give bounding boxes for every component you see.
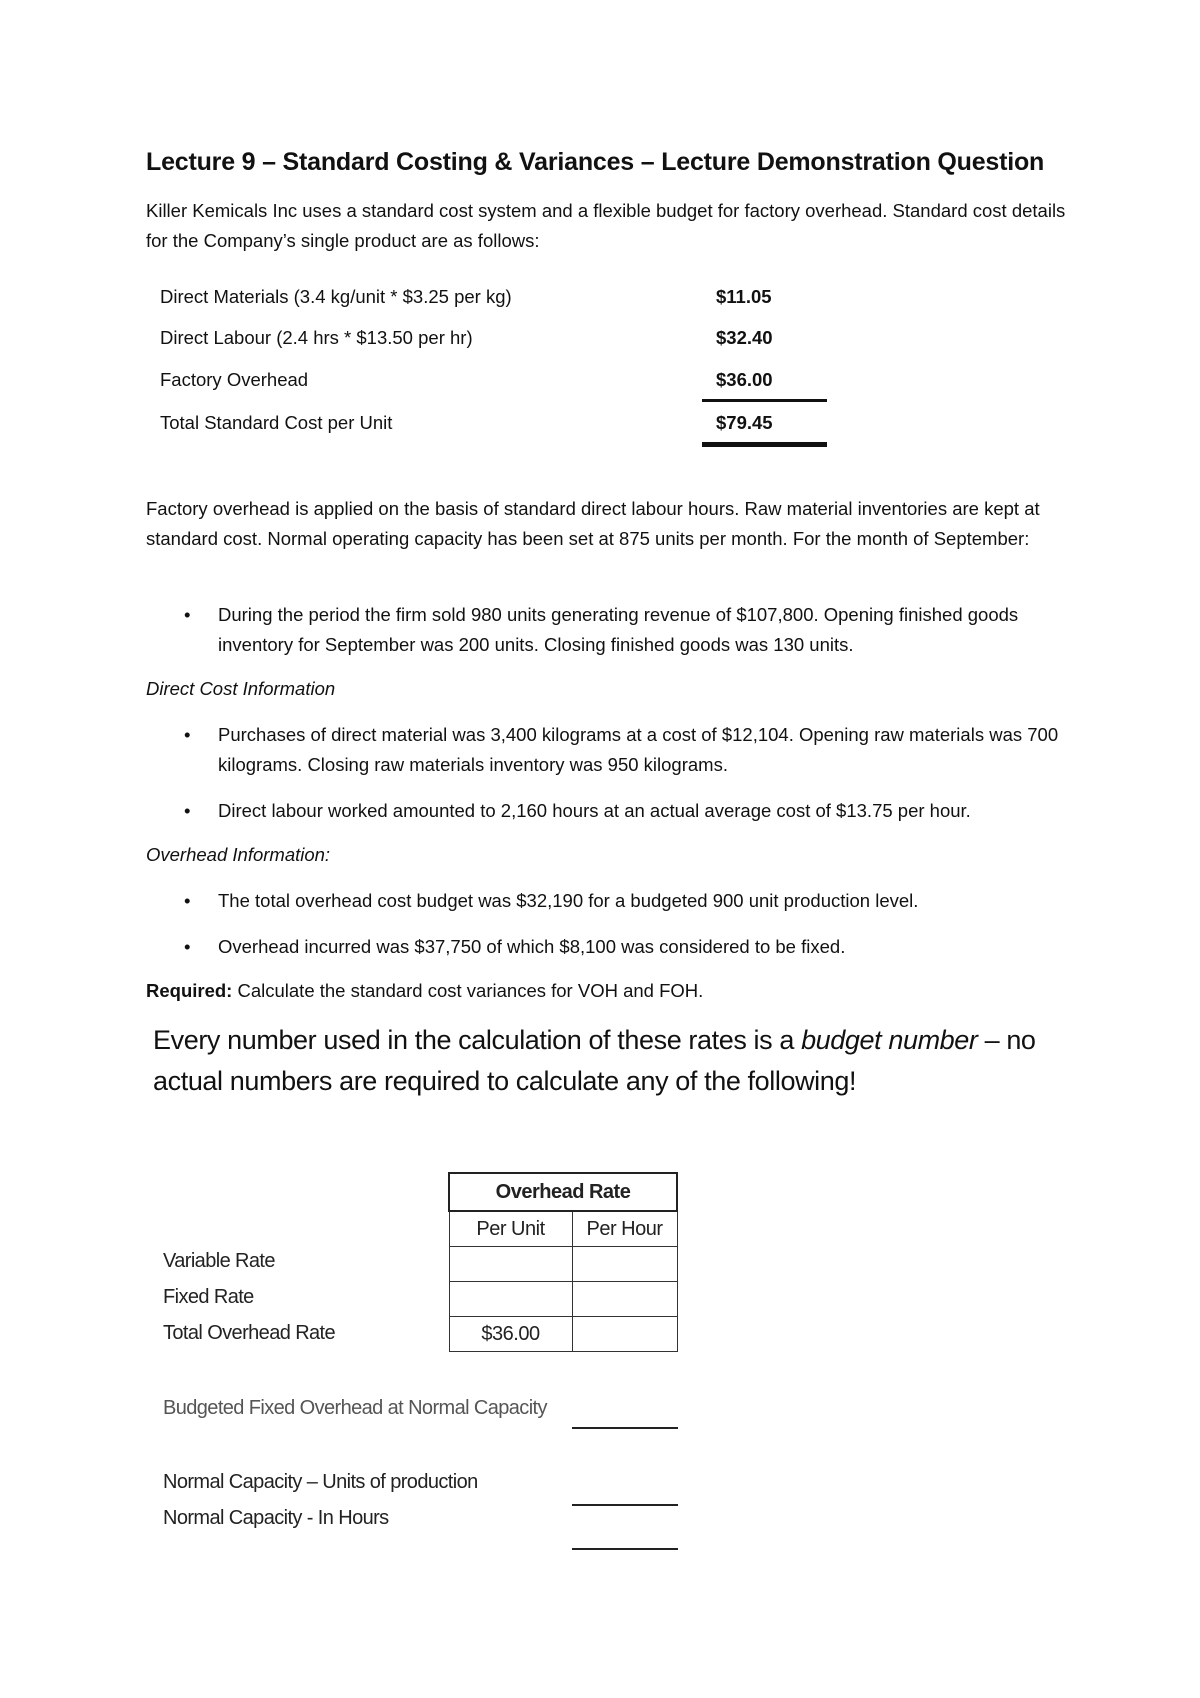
intro-paragraph: Killer Kemicals Inc uses a standard cost system and a flexible budget for factory overhead. Standard cost details for the Company’s single product are as follows: (146, 200, 1066, 251)
fixed-per-unit-cell[interactable] (449, 1282, 572, 1317)
bullet-item (184, 886, 1078, 916)
cost-row-total (160, 412, 840, 442)
required-text: Calculate the standard cost variances for VOH and FOH. (232, 980, 704, 1001)
cost-label: Total Standard Cost per Unit (160, 412, 393, 433)
budgeted-fixed-overhead-blank[interactable] (572, 1427, 678, 1429)
bullet-glyph: • (184, 890, 191, 911)
total-per-unit-cell[interactable]: $36.00 (449, 1317, 572, 1352)
page-title: Lecture 9 – Standard Costing & Variances – Lecture Demonstration Question (146, 148, 1045, 176)
bullet-text: Direct labour worked amounted to 2,160 hours at an actual average cost of $13.75 per hour. (218, 800, 971, 821)
subtotal-rule (702, 399, 827, 402)
bullet-item (184, 600, 1078, 660)
bullet-item (184, 720, 1078, 780)
normal-capacity-units-blank[interactable] (572, 1504, 678, 1506)
overhead-rate-table (448, 1172, 678, 1352)
bullet-text: The total overhead cost budget was $32,190 for a budgeted 900 unit production level. (218, 890, 919, 911)
budget-note (153, 1020, 1093, 1102)
col-per-unit: Per Unit (449, 1211, 572, 1247)
bullet-text: Overhead incurred was $37,750 of which $8,100 was considered to be fixed. (218, 936, 846, 957)
cost-row-materials (160, 286, 840, 316)
budgeted-fixed-overhead-label: Budgeted Fixed Overhead at Normal Capacity (163, 1397, 547, 1419)
direct-cost-heading: Direct Cost Information (146, 678, 336, 699)
normal-capacity-units-label: Normal Capacity – Units of production (163, 1471, 478, 1493)
cost-label: Factory Overhead (160, 369, 309, 390)
variable-per-unit-cell[interactable] (449, 1247, 572, 1282)
note-emphasis: budget number (801, 1025, 978, 1055)
bullet-glyph: • (184, 936, 191, 957)
bullet-text: Purchases of direct material was 3,400 kilograms at a cost of $12,104. Opening raw materials was 700 kilograms. Closing raw materials inventory was 950 kilograms. (218, 724, 1059, 775)
fixed-rate-label: Fixed Rate (163, 1286, 254, 1308)
total-per-hour-cell[interactable] (572, 1317, 677, 1352)
bullet-item (184, 932, 1078, 962)
bullet-text: During the period the firm sold 980 units generating revenue of $107,800. Opening finished goods inventory for September was 200 units. Closing finished goods was 130 units. (218, 604, 1019, 655)
cost-amount: $36.00 (716, 369, 773, 390)
cost-amount: $11.05 (716, 286, 772, 307)
note-text: Every number used in the calculation of these rates is a (153, 1025, 802, 1055)
cost-amount: $79.45 (716, 412, 773, 433)
overhead-basis-paragraph: Factory overhead is applied on the basis of standard direct labour hours. Raw material inventories are kept at standard cost. Normal operating capacity has been set at 875 units per month. For the month of September: (146, 498, 1040, 549)
normal-capacity-hours-blank[interactable] (572, 1548, 678, 1550)
cost-amount: $32.40 (716, 327, 773, 348)
col-per-hour: Per Hour (572, 1211, 677, 1247)
cost-row-overhead (160, 369, 840, 399)
rate-table-header: Overhead Rate (449, 1173, 677, 1211)
bullet-glyph: • (184, 604, 191, 625)
bullet-glyph: • (184, 724, 191, 745)
required-label: Required: (146, 980, 233, 1001)
cost-row-labour (160, 327, 840, 357)
normal-capacity-hours-label: Normal Capacity - In Hours (163, 1507, 389, 1529)
total-double-rule (702, 442, 827, 447)
cost-label: Direct Labour (2.4 hrs * $13.50 per hr) (160, 327, 473, 348)
cost-label: Direct Materials (3.4 kg/unit * $3.25 per kg) (160, 286, 512, 307)
required-line (146, 980, 703, 1002)
variable-rate-label: Variable Rate (163, 1250, 275, 1272)
bullet-item (184, 796, 1078, 826)
total-rate-label: Total Overhead Rate (163, 1322, 336, 1344)
note-text: – no actual numbers are required to calculate any of the following! (153, 1025, 1036, 1096)
variable-per-hour-cell[interactable] (572, 1247, 677, 1282)
overhead-heading: Overhead Information: (146, 844, 331, 865)
bullet-glyph: • (184, 800, 191, 821)
fixed-per-hour-cell[interactable] (572, 1282, 677, 1317)
